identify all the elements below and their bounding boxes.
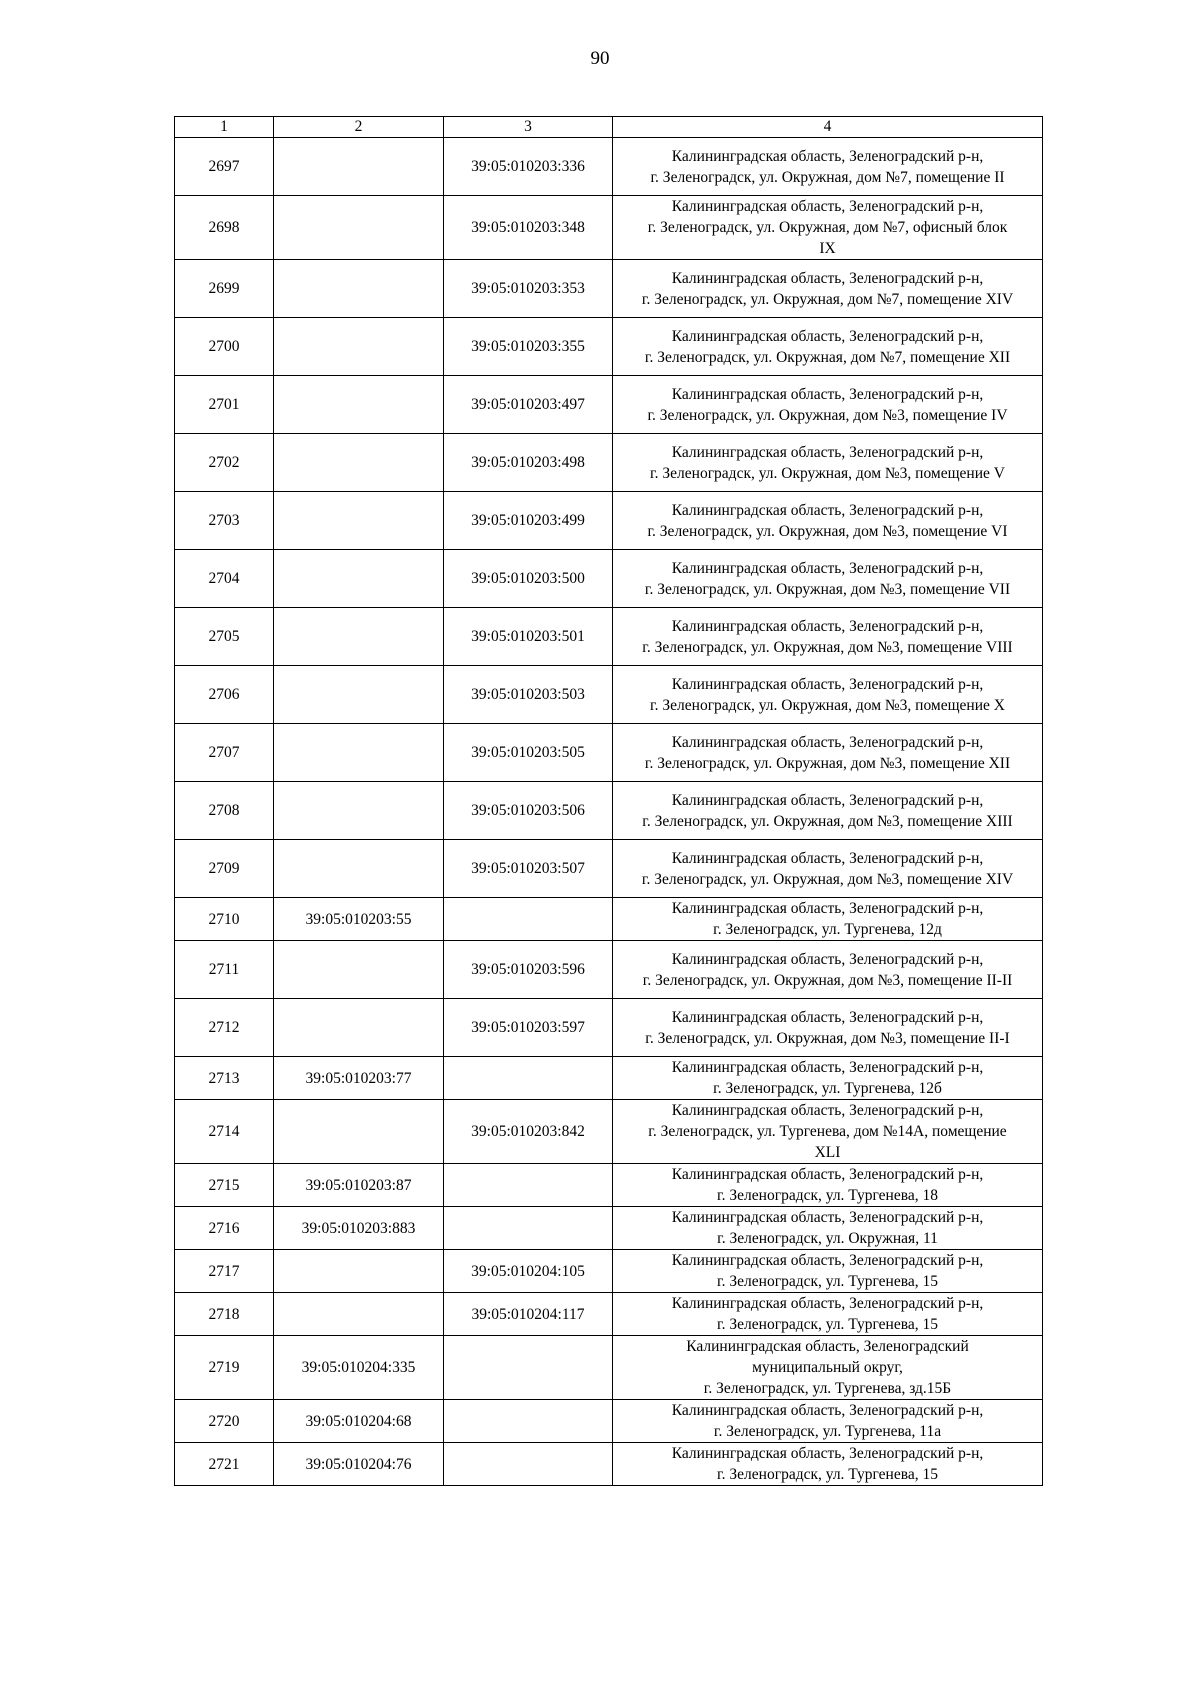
- cadastral-number-col2-cell: [274, 550, 444, 608]
- cadastral-number-col2-cell: 39:05:010203:77: [274, 1057, 444, 1100]
- address-cell: Калининградская область, Зеленоградский р-н, г. Зеленоградск, ул. Тургенева, 15: [613, 1250, 1043, 1293]
- header-col-4: 4: [613, 117, 1043, 138]
- address-cell: Калининградская область, Зеленоградский р-н, г. Зеленоградск, ул. Тургенева, 18: [613, 1164, 1043, 1207]
- cadastral-number-col2-cell: [274, 196, 444, 260]
- table-header: [175, 117, 1043, 138]
- address-cell: Калининградская область, Зеленоградский р-н, г. Зеленоградск, ул. Тургенева, 15: [613, 1293, 1043, 1336]
- row-number-cell: 2719: [175, 1336, 274, 1400]
- header-row: [175, 117, 1043, 138]
- cadastral-number-col3-cell: 39:05:010203:500: [444, 550, 613, 608]
- cadastral-number-col3-cell: [444, 1443, 613, 1486]
- table-row: [175, 1250, 1043, 1293]
- address-cell: Калининградская область, Зеленоградский р-н, г. Зеленоградск, ул. Тургенева, 11а: [613, 1400, 1043, 1443]
- row-number-cell: 2701: [175, 376, 274, 434]
- cadastral-number-col2-cell: [274, 260, 444, 318]
- address-cell: Калининградская область, Зеленоградский р-н, г. Зеленоградск, ул. Тургенева, 12д: [613, 898, 1043, 941]
- address-cell: Калининградская область, Зеленоградский р-н, г. Зеленоградск, ул. Окружная, дом №3, помещение VIII: [613, 608, 1043, 666]
- table-row: [175, 1057, 1043, 1100]
- cadastral-number-col3-cell: 39:05:010203:348: [444, 196, 613, 260]
- cadastral-number-col3-cell: 39:05:010203:355: [444, 318, 613, 376]
- table-row: [175, 1336, 1043, 1400]
- cadastral-number-col2-cell: 39:05:010203:883: [274, 1207, 444, 1250]
- cadastral-number-col3-cell: 39:05:010203:503: [444, 666, 613, 724]
- table-row: [175, 1100, 1043, 1164]
- table-row: [175, 840, 1043, 898]
- cadastral-number-col3-cell: [444, 1400, 613, 1443]
- row-number-cell: 2711: [175, 941, 274, 999]
- cadastral-number-col3-cell: 39:05:010203:497: [444, 376, 613, 434]
- address-cell: Калининградская область, Зеленоградский р-н, г. Зеленоградск, ул. Тургенева, 15: [613, 1443, 1043, 1486]
- table-row: [175, 196, 1043, 260]
- cadastral-number-col2-cell: 39:05:010204:76: [274, 1443, 444, 1486]
- cadastral-number-col3-cell: [444, 1336, 613, 1400]
- row-number-cell: 2718: [175, 1293, 274, 1336]
- cadastral-number-col2-cell: 39:05:010203:55: [274, 898, 444, 941]
- row-number-cell: 2699: [175, 260, 274, 318]
- address-cell: Калининградская область, Зеленоградский р-н, г. Зеленоградск, ул. Окружная, 11: [613, 1207, 1043, 1250]
- table-row: [175, 260, 1043, 318]
- cadastral-number-col2-cell: [274, 318, 444, 376]
- row-number-cell: 2716: [175, 1207, 274, 1250]
- cadastral-number-col2-cell: [274, 999, 444, 1057]
- cadastral-number-col3-cell: [444, 898, 613, 941]
- row-number-cell: 2706: [175, 666, 274, 724]
- cadastral-number-col3-cell: 39:05:010203:353: [444, 260, 613, 318]
- table-row: [175, 1293, 1043, 1336]
- cadastral-number-col3-cell: 39:05:010203:498: [444, 434, 613, 492]
- table-row: [175, 782, 1043, 840]
- table-row: [175, 492, 1043, 550]
- cadastral-number-col2-cell: 39:05:010204:335: [274, 1336, 444, 1400]
- table-row: [175, 1164, 1043, 1207]
- row-number-cell: 2702: [175, 434, 274, 492]
- cadastral-number-col3-cell: 39:05:010203:842: [444, 1100, 613, 1164]
- row-number-cell: 2698: [175, 196, 274, 260]
- row-number-cell: 2704: [175, 550, 274, 608]
- table-row: [175, 376, 1043, 434]
- table-row: [175, 666, 1043, 724]
- address-cell: Калининградская область, Зеленоградский р-н, г. Зеленоградск, ул. Окружная, дом №3, помещение XII: [613, 724, 1043, 782]
- address-cell: Калининградская область, Зеленоградский р-н, г. Зеленоградск, ул. Окружная, дом №7, офисный блок IX: [613, 196, 1043, 260]
- cadastral-number-col3-cell: 39:05:010203:507: [444, 840, 613, 898]
- address-cell: Калининградская область, Зеленоградский р-н, г. Зеленоградск, ул. Окружная, дом №3, помещение V: [613, 434, 1043, 492]
- registry-table: [174, 116, 1043, 1486]
- cadastral-number-col2-cell: 39:05:010204:68: [274, 1400, 444, 1443]
- address-cell: Калининградская область, Зеленоградский р-н, г. Зеленоградск, ул. Окружная, дом №3, помещение VI: [613, 492, 1043, 550]
- address-cell: Калининградская область, Зеленоградский р-н, г. Зеленоградск, ул. Окружная, дом №3, помещение IV: [613, 376, 1043, 434]
- table-row: [175, 999, 1043, 1057]
- cadastral-number-col2-cell: [274, 724, 444, 782]
- cadastral-number-col3-cell: [444, 1207, 613, 1250]
- address-cell: Калининградская область, Зеленоградский р-н, г. Зеленоградск, ул. Окружная, дом №7, помещение II: [613, 138, 1043, 196]
- address-cell: Калининградская область, Зеленоградский муниципальный округ, г. Зеленоградск, ул. Тургенева, зд.15Б: [613, 1336, 1043, 1400]
- table-row: [175, 608, 1043, 666]
- address-cell: Калининградская область, Зеленоградский р-н, г. Зеленоградск, ул. Окружная, дом №3, помещение II-II: [613, 941, 1043, 999]
- cadastral-number-col3-cell: 39:05:010203:597: [444, 999, 613, 1057]
- row-number-cell: 2717: [175, 1250, 274, 1293]
- row-number-cell: 2712: [175, 999, 274, 1057]
- address-cell: Калининградская область, Зеленоградский р-н, г. Зеленоградск, ул. Окружная, дом №7, помещение XIV: [613, 260, 1043, 318]
- row-number-cell: 2720: [175, 1400, 274, 1443]
- cadastral-number-col2-cell: [274, 1293, 444, 1336]
- address-cell: Калининградская область, Зеленоградский р-н, г. Зеленоградск, ул. Окружная, дом №3, помещение II-I: [613, 999, 1043, 1057]
- table-row: [175, 550, 1043, 608]
- row-number-cell: 2700: [175, 318, 274, 376]
- table-row: [175, 138, 1043, 196]
- table-row: [175, 1400, 1043, 1443]
- row-number-cell: 2714: [175, 1100, 274, 1164]
- cadastral-number-col3-cell: 39:05:010203:336: [444, 138, 613, 196]
- row-number-cell: 2705: [175, 608, 274, 666]
- row-number-cell: 2709: [175, 840, 274, 898]
- cadastral-number-col3-cell: 39:05:010203:505: [444, 724, 613, 782]
- cadastral-number-col3-cell: 39:05:010203:596: [444, 941, 613, 999]
- header-col-2: 2: [274, 117, 444, 138]
- cadastral-number-col2-cell: [274, 1250, 444, 1293]
- cadastral-number-col3-cell: [444, 1057, 613, 1100]
- cadastral-number-col3-cell: 39:05:010203:506: [444, 782, 613, 840]
- table-row: [175, 1207, 1043, 1250]
- cadastral-number-col2-cell: [274, 608, 444, 666]
- row-number-cell: 2713: [175, 1057, 274, 1100]
- row-number-cell: 2703: [175, 492, 274, 550]
- row-number-cell: 2710: [175, 898, 274, 941]
- cadastral-number-col2-cell: [274, 666, 444, 724]
- cadastral-number-col3-cell: 39:05:010204:117: [444, 1293, 613, 1336]
- cadastral-number-col2-cell: [274, 840, 444, 898]
- table-row: [175, 941, 1043, 999]
- row-number-cell: 2697: [175, 138, 274, 196]
- cadastral-number-col3-cell: [444, 1164, 613, 1207]
- cadastral-number-col2-cell: [274, 376, 444, 434]
- table-row: [175, 318, 1043, 376]
- cadastral-number-col3-cell: 39:05:010204:105: [444, 1250, 613, 1293]
- cadastral-number-col2-cell: [274, 138, 444, 196]
- header-col-3: 3: [444, 117, 613, 138]
- row-number-cell: 2708: [175, 782, 274, 840]
- address-cell: Калининградская область, Зеленоградский р-н, г. Зеленоградск, ул. Тургенева, дом №14А, помещение XLI: [613, 1100, 1043, 1164]
- row-number-cell: 2721: [175, 1443, 274, 1486]
- table-row: [175, 1443, 1043, 1486]
- address-cell: Калининградская область, Зеленоградский р-н, г. Зеленоградск, ул. Окружная, дом №7, помещение XII: [613, 318, 1043, 376]
- cadastral-number-col2-cell: [274, 1100, 444, 1164]
- cadastral-number-col3-cell: 39:05:010203:499: [444, 492, 613, 550]
- cadastral-number-col3-cell: 39:05:010203:501: [444, 608, 613, 666]
- address-cell: Калининградская область, Зеленоградский р-н, г. Зеленоградск, ул. Тургенева, 12б: [613, 1057, 1043, 1100]
- row-number-cell: 2715: [175, 1164, 274, 1207]
- cadastral-number-col2-cell: [274, 941, 444, 999]
- row-number-cell: 2707: [175, 724, 274, 782]
- table-row: [175, 898, 1043, 941]
- address-cell: Калининградская область, Зеленоградский р-н, г. Зеленоградск, ул. Окружная, дом №3, помещение X: [613, 666, 1043, 724]
- header-col-1: 1: [175, 117, 274, 138]
- address-cell: Калининградская область, Зеленоградский р-н, г. Зеленоградск, ул. Окружная, дом №3, помещение XIII: [613, 782, 1043, 840]
- cadastral-number-col2-cell: [274, 492, 444, 550]
- table-row: [175, 434, 1043, 492]
- table-body: [175, 138, 1043, 1486]
- cadastral-number-col2-cell: [274, 782, 444, 840]
- table-row: [175, 724, 1043, 782]
- cadastral-number-col2-cell: [274, 434, 444, 492]
- cadastral-number-col2-cell: 39:05:010203:87: [274, 1164, 444, 1207]
- page-number: 90: [590, 48, 610, 69]
- address-cell: Калининградская область, Зеленоградский р-н, г. Зеленоградск, ул. Окружная, дом №3, помещение XIV: [613, 840, 1043, 898]
- address-cell: Калининградская область, Зеленоградский р-н, г. Зеленоградск, ул. Окружная, дом №3, помещение VII: [613, 550, 1043, 608]
